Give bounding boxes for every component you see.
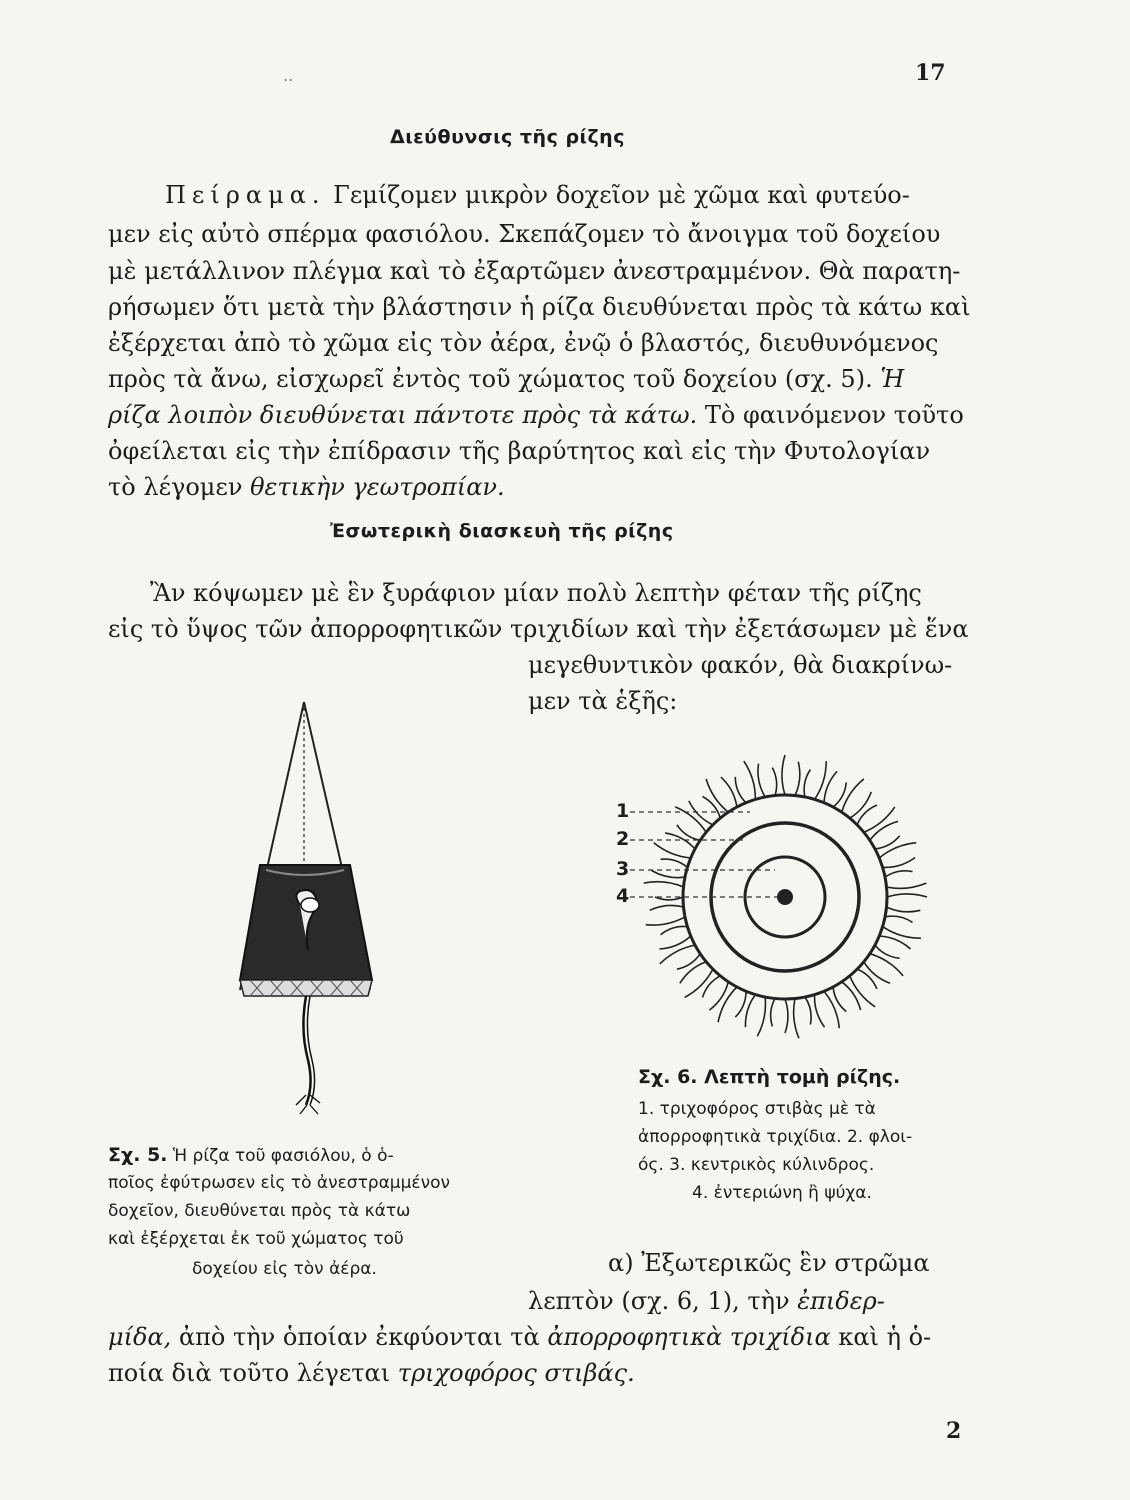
root-hair — [646, 917, 685, 925]
root-hair — [794, 999, 799, 1039]
root-hair — [883, 927, 921, 939]
root-hair — [887, 883, 927, 888]
experiment-label: Πείραμα. — [165, 181, 326, 209]
root-hair — [771, 999, 775, 1027]
top-marks: .. — [283, 66, 294, 85]
paragraph-line: α) Ἐξωτερικῶς ἓν στρῶμα — [608, 1249, 930, 1277]
root-hair — [735, 991, 746, 1017]
root-hair — [644, 882, 684, 887]
root-hair — [703, 976, 721, 998]
paragraph-line: μεν εἰς αὐτὸ σπέρμα φασιόλου. Σκεπάζομεν τὸ ἄνοιγμα τοῦ δοχείου — [108, 220, 941, 248]
root-hair — [864, 962, 890, 984]
root-hair — [883, 858, 916, 868]
root-hair — [735, 777, 746, 803]
pith-core — [777, 889, 793, 905]
root-hair — [661, 859, 688, 867]
paragraph-line: εἰς τὸ ὕψος τῶν ἀπορροφητικῶν τριχιδίων καὶ τὴν ἐξετάσωμεν μὲ ἕνα — [108, 615, 969, 643]
root-hair — [758, 764, 765, 797]
paragraph-line: μὲ μετάλλινον πλέγμα καὶ τὸ ἐξαρτῶμεν ἀνεστραμμένον. Θὰ παρατη- — [108, 257, 961, 285]
paragraph-line: μεν τὰ ἑξῆς: — [528, 687, 678, 715]
root-hair — [689, 801, 713, 825]
root-hair — [815, 761, 827, 799]
paragraph-line: ποία διὰ τοῦτο λέγεται τριχοφόρος στιβάς. — [108, 1359, 635, 1387]
root-hair — [703, 797, 721, 819]
figure-6-caption-line: ός. 3. κεντρικὸς κύλινδρος. — [638, 1155, 875, 1175]
root-hair — [824, 771, 837, 802]
paragraph-line: ἐξέρχεται ἀπὸ τὸ χῶμα εἰς τὸν ἀέρα, ἐνῷ ὁ βλαστός, διευθυνόμενος — [108, 329, 939, 357]
figure-5-caption-line: δοχείου εἰς τὸν ἀέρα. — [192, 1259, 377, 1279]
paragraph-line: ὀφείλεται εἰς τὴν ἐπίδρασιν τῆς βαρύτητος καὶ εἰς τὴν Φυτολογίαν — [108, 437, 931, 465]
figure-6-callout-2: 2 — [616, 828, 630, 850]
root-hair — [654, 843, 691, 858]
root-hair — [879, 936, 910, 949]
paragraph-line: μεγεθυντικὸν φακόν, θὰ διακρίνω- — [528, 651, 953, 679]
root-hair — [685, 969, 713, 997]
root-hair — [870, 954, 903, 976]
root-hair — [887, 907, 921, 912]
figure-6-root-cross-section — [630, 750, 950, 1050]
root-hair — [661, 926, 688, 934]
paragraph-line: μίδα, ἀπὸ τὴν ὁποίαν ἐκφύονται τὰ ἀπορροφητικὰ τριχίδια καὶ ἡ ὁ- — [108, 1323, 932, 1351]
root-hair — [870, 821, 898, 840]
figure-6-label: Σχ. 6. Λεπτὴ τομὴ ρίζης. — [638, 1066, 901, 1088]
figure-5-caption-line: καὶ ἐξέρχεται ἐκ τοῦ χώματος τοῦ — [108, 1229, 404, 1249]
figure-6-caption-line: ἀπορροφητικὰ τριχίδια. 2. φλοι- — [638, 1127, 913, 1147]
paragraph-line: λεπτὸν (σχ. 6, 1), τὴν ἐπιδερ- — [528, 1287, 885, 1315]
root-hair — [680, 962, 706, 984]
paragraph-line: Πείραμα. Γεμίζομεν μικρὸν δοχεῖον μὲ χῶμα καὶ φυτεύο- — [165, 181, 910, 209]
root-hair — [879, 843, 916, 858]
figure-5-bean-root-illustration — [230, 700, 380, 1120]
root-hair — [885, 916, 913, 922]
root-hair — [887, 894, 927, 897]
root-hair — [706, 779, 728, 812]
root-hair — [665, 833, 695, 849]
root-hair — [745, 995, 755, 1028]
paragraph-line: ρήσωμεν ὅτι μετὰ τὴν βλάστησιν ἡ ρίζα διευθύνεται πρὸς τὰ κάτω καὶ — [108, 293, 971, 321]
root-hair — [709, 982, 728, 1010]
root-hair — [842, 779, 864, 812]
root-hair — [805, 997, 811, 1025]
root-hair — [744, 761, 756, 799]
root-hair — [850, 792, 872, 818]
root-hair — [885, 871, 913, 877]
root-hair — [652, 871, 685, 878]
root-hair — [824, 991, 839, 1028]
paragraph-line: πρὸς τὰ ἄνω, εἰσχωρεῖ ἐντὸς τοῦ χώματος τοῦ δοχείου (σχ. 5). Ἡ — [108, 365, 905, 393]
figure-6-callout-4: 4 — [616, 885, 630, 907]
root-hair — [772, 768, 776, 796]
paragraph-line: Ἂν κόψωμεν μὲ ἓν ξυράφιον μίαν πολὺ λεπτὴν φέταν τῆς ρίζης — [150, 579, 922, 607]
section-heading-internal-structure: Ἐσωτερικὴ διασκευὴ τῆς ρίζης — [330, 520, 674, 542]
page-number-top: 17 — [915, 60, 946, 86]
root-hair — [757, 997, 765, 1036]
figure-6-caption-line: 1. τριχοφόρος στιβὰς μὲ τὰ — [638, 1099, 876, 1119]
root-hair — [650, 905, 684, 910]
figure-5-caption-line: Σχ. 5. Ἡ ρίζα τοῦ φασιόλου, ὁ ὁ- — [108, 1144, 394, 1166]
section-heading-root-direction: Διεύθυνσις τῆς ρίζης — [390, 126, 625, 148]
page-number-bottom: 2 — [946, 1418, 962, 1444]
figure-6-callout-3: 3 — [616, 858, 630, 880]
figure-5-caption-line: ποῖος ἐφύτρωσεν εἰς τὸ ἀνεστραμμένον — [108, 1173, 451, 1193]
paragraph-line: ρίζα λοιπὸν διευθύνεται πάντοτε πρὸς τὰ κάτω. Τὸ φαινόμενον τοῦτο — [108, 401, 964, 429]
root-hair — [857, 969, 877, 989]
root-hair — [804, 770, 810, 798]
root-hair — [842, 982, 861, 1010]
root-hair — [785, 999, 788, 1033]
figure-5-caption-line: δοχεῖον, διευθύνεται πρὸς τὰ κάτω — [108, 1201, 411, 1221]
figure-6-callout-1: 1 — [616, 800, 630, 822]
root-hair — [857, 805, 877, 825]
root-hair — [721, 777, 737, 807]
paragraph-line: τὸ λέγομεν θετικὴν γεωτροπίαν. — [108, 473, 505, 501]
root-hair — [795, 762, 800, 796]
figure-6-caption-line: 4. ἐντεριώνη ἢ ψύχα. — [692, 1183, 872, 1203]
figure-5-label: Σχ. 5. — [108, 1144, 168, 1166]
root-hair — [815, 995, 825, 1028]
root-hair — [718, 987, 737, 1022]
root-hair — [782, 755, 785, 795]
